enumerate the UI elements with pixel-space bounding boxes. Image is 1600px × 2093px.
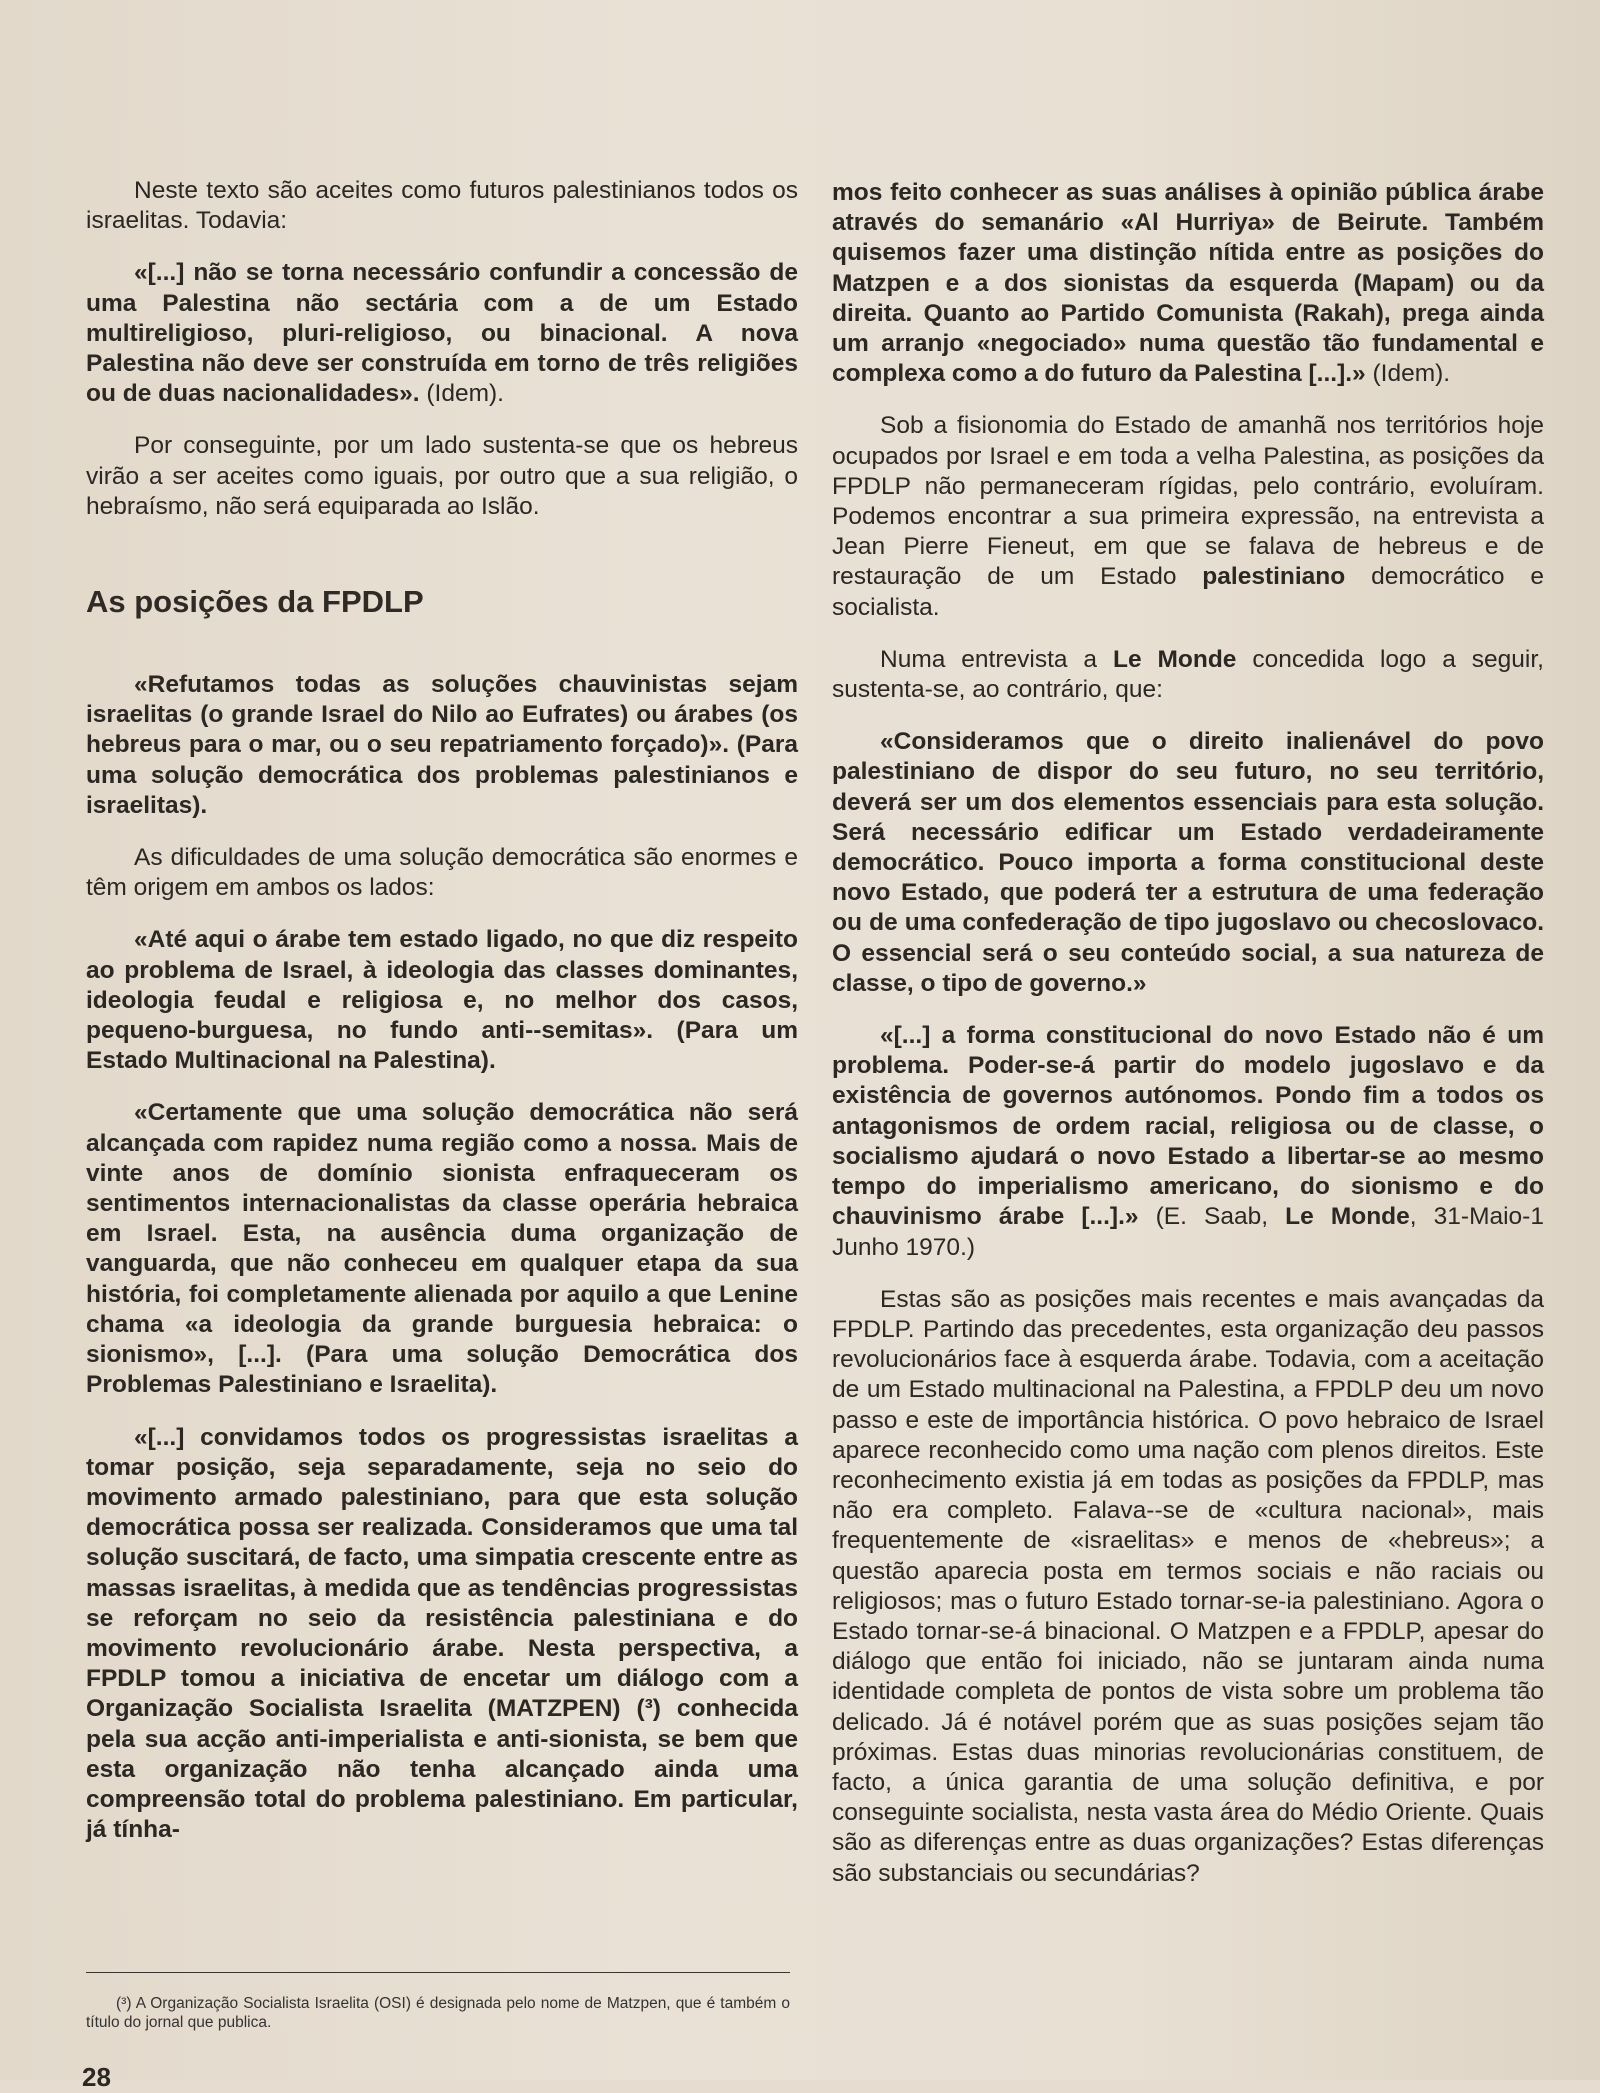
footnote-divider bbox=[86, 1972, 790, 1973]
page-number: 28 bbox=[82, 2062, 111, 2092]
footnote: (³) A Organização Socialista Israelita (OSI) é designada pelo nome de Matzpen, que é também o título do jornal que publica. bbox=[86, 1995, 790, 2031]
section-heading: As posições da FPDLP bbox=[86, 584, 424, 620]
quote-paragraph bbox=[832, 727, 1544, 999]
paragraph: Sob a fisionomia do Estado de amanhã nos territórios hoje ocupados por Israel e em toda a velha Palestina, as posições da FPDLP não permaneceram rígidas, pelo contrário, evoluíram. Podemos encontrar a sua primeira expressão, na entrevista a Jean Pierre Fieneut, em que se falava de hebreus e de restauração de um Estado palestiniano democrático e socialista. bbox=[832, 412, 1544, 621]
quote-text: «Certamente que uma solução democrática não será alcançada com rapidez numa região como a nossa. Mais de vinte anos de domínio sionista enfraqueceram os sentimentos internacionalistas da classe operária hebraica em Israel. Esta, na ausência duma organização de vanguarda, que não conheceu em qualquer etapa da sua história, foi completamente alienada por aquilo a que Lenine chama «a ideologia da grande burguesia hebraica: o sionismo», [...]. bbox=[86, 1099, 798, 1369]
quote-paragraph bbox=[86, 670, 798, 821]
paragraph: As dificuldades de uma solução democrática são enormes e têm origem em ambos os lados: bbox=[86, 844, 798, 902]
citation: (Para uma solução democrática dos problemas palestinianos e israelitas). bbox=[86, 731, 798, 819]
right-column bbox=[832, 178, 1544, 1911]
quote-text: «[...] convidamos todos os progressistas israelitas a tomar posição, seja separadamente, seja no seio do movimento armado palestiniano, para que esta solução democrática possa ser realizada. Consideramos que uma tal solução suscitará, de facto, uma simpatia crescente entre as massas israelitas, à medida que as tendências progressistas se reforçam no seio da resistência palestiniana e do movimento revolucionário árabe. Nesta perspectiva, a FPDLP tomou a iniciativa de encetar um diálogo com a Organização Socialista Israelita (MATZPEN) (³) conhecida pela sua acção anti-imperialista e anti-sionista, se bem que esta organização não tenha alcançado ainda uma compreensão total do problema palestiniano. Em particular, já tínha- bbox=[86, 1423, 798, 1844]
quote-continuation bbox=[832, 178, 1544, 389]
citation: (Idem). bbox=[1365, 360, 1451, 388]
quote-text: «[...] a forma constitucional do novo Estado não é um problema. Poder-se-á partir do modelo jugoslavo e da existência de governos autónomos. Pondo fim a todos os antagonismos de ordem racial, religiosa ou de classe, o socialismo ajudará o novo Estado a libertar-se ao mesmo tempo do imperialismo americano, do sionismo e do chauvinismo árabe [...].» bbox=[832, 1022, 1544, 1231]
citation: (Para um Estado Multinacional na Palestina). bbox=[86, 1017, 798, 1075]
quote-text: «Até aqui o árabe tem estado ligado, no que diz respeito ao problema de Israel, à ideologia das classes dominantes, ideologia feudal e religiosa e, no melhor dos casos, pequeno-burguesa, no fundo anti--semitas». bbox=[86, 926, 798, 1045]
quote-paragraph: «[...] a forma constitucional do novo Estado não é um problema. Poder-se-á partir do modelo jugoslavo e da existência de governos autónomos. Pondo fim a todos os antagonismos de ordem racial, religiosa ou de classe, o socialismo ajudará o novo Estado a libertar-se ao mesmo tempo do imperialismo americano, do sionismo e do chauvinismo árabe [...].» (E. Saab, Le Monde, 31-Maio-1 Junho 1970.) bbox=[832, 1022, 1544, 1261]
quote-paragraph bbox=[86, 1423, 798, 1846]
quote-text: «[...] não se torna necessário confundir a concessão de uma Palestina não sectária com a de um Estado multireligioso, pluri-religioso, ou binacional. A nova Palestina não deve ser construída em torno de três religiões ou de duas nacionalidades». bbox=[86, 259, 798, 408]
quote-text: mos feito conhecer as suas análises à opinião pública árabe através do semanário «Al Hurriya» de Beirute. Também quisemos fazer uma distinção nítida entre as posições do Matzpen e a dos sionistas da esquerda (Mapam) ou da direita. Quanto ao Partido Comunista (Rakah), prega ainda um arranjo «negociado» numa questão tão fundamental e complexa como a do futuro da Palestina [...].» bbox=[832, 179, 1544, 388]
quote-paragraph bbox=[86, 1098, 798, 1400]
paragraph: Numa entrevista a Le Monde concedida logo a seguir, sustenta-se, ao contrário, que: bbox=[832, 645, 1544, 704]
citation: (Para uma solução Democrática dos Problemas Palestiniano e Israelita). bbox=[86, 1341, 798, 1399]
paragraph: Neste texto são aceites como futuros palestinianos todos os israelitas. Todavia: bbox=[86, 177, 798, 235]
quote-text: «Refutamos todas as soluções chauvinistas sejam israelitas (o grande Israel do Nilo ao Eufrates) ou árabes (os hebreus para o mar, ou o seu repatriamento forçado)». bbox=[86, 671, 798, 759]
quote-paragraph bbox=[86, 925, 798, 1076]
quote-paragraph bbox=[86, 258, 798, 409]
citation: (Idem). bbox=[419, 380, 504, 408]
paragraph: Por conseguinte, por um lado sustenta-se que os hebreus virão a ser aceites como iguais, por outro que a sua religião, o hebraísmo, não será equiparada ao Islão. bbox=[86, 432, 798, 520]
left-column bbox=[86, 176, 798, 1867]
quote-text: «Consideramos que o direito inalienável do povo palestiniano de dispor do seu futuro, no seu território, deverá ser um dos elementos essenciais para esta solução. Será necessário edificar um Estado verdadeiramente democrático. Pouco importa a forma constitucional deste novo Estado, que poderá ter a estrutura de uma federação ou de uma confederação de tipo jugoslavo ou checoslovaco. O essencial será o seu conteúdo social, a sua natureza de classe, o tipo de governo.» bbox=[832, 728, 1544, 997]
paragraph: Estas são as posições mais recentes e mais avançadas da FPDLP. Partindo das precedentes, esta organização deu passos revolucionários face à esquerda árabe. Todavia, com a aceitação de um Estado multinacional na Palestina, a FPDLP deu um novo passo e este de importância histórica. O povo hebraico de Israel aparece reconhecido como uma nação com plenos direitos. Este reconhecimento existia já em todas as posições da FPDLP, mas não era completo. Falava--se de «cultura nacional», mais frequentemente de «israelitas» e menos de «hebreus»; a questão aparecia posta em termos sociais e não raciais ou religiosos; mas o futuro Estado tornar-se-ia palestiniano. Agora o Estado tornar-se-á binacional. O Matzpen e a FPDLP, apesar do diálogo que então foi iniciado, não se juntaram ainda numa identidade completa de pontos de vista sobre um problema tão delicado. Já é notável porém que as suas posições sejam tão próximas. Estas duas minorias revolucionárias constituem, de facto, a única garantia de uma solução definitiva, e por conseguinte socialista, nesta vasta área do Médio Oriente. Quais são as diferenças entre as duas organizações? Estas diferenças são substanciais ou secundárias? bbox=[832, 1285, 1544, 1887]
